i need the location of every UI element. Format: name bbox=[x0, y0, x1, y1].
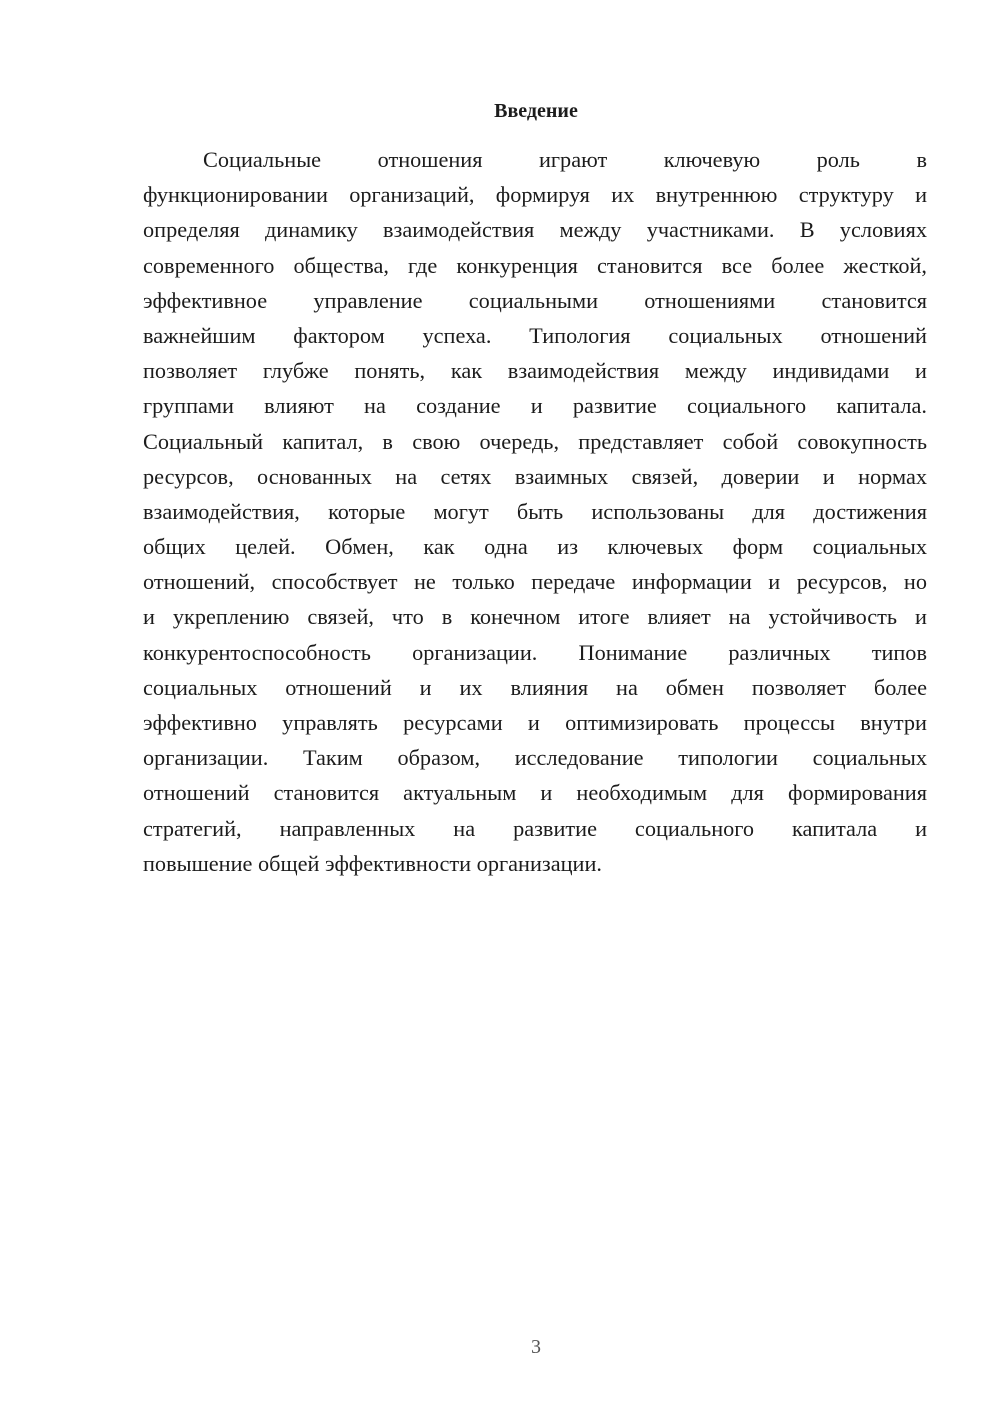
paragraph-line: Социальный капитал, в свою очередь, представляет собой совокупность bbox=[143, 428, 927, 454]
paragraph-line: конкурентоспособность организации. Понимание различных типов bbox=[143, 639, 927, 665]
paragraph-line: Социальные отношения играют ключевую роль в bbox=[203, 147, 927, 172]
paragraph-line: определяя динамику взаимодействия между участниками. В условиях bbox=[143, 217, 927, 243]
paragraph-line: ресурсов, основанных на сетях взаимных связей, доверии и нормах bbox=[143, 463, 927, 489]
paragraph-line: отношений, способствует не только передаче информации и ресурсов, но bbox=[143, 569, 927, 595]
paragraph-line: взаимодействия, которые могут быть использованы для достижения bbox=[143, 498, 927, 524]
paragraph-line: организации. Таким образом, исследование типологии социальных bbox=[143, 745, 927, 771]
paragraph-line: группами влияют на создание и развитие социального капитала. bbox=[143, 393, 927, 419]
paragraph-line: важнейшим фактором успеха. Типология социальных отношений bbox=[143, 322, 927, 348]
paragraph-line: современного общества, где конкуренция становится все более жесткой, bbox=[143, 252, 927, 278]
paragraph-line: функционировании организаций, формируя их внутреннюю структуру и bbox=[143, 182, 927, 208]
paragraph-line: социальных отношений и их влияния на обмен позволяет более bbox=[143, 674, 927, 700]
section-heading: Введение bbox=[494, 100, 578, 122]
paragraph-line: отношений становится актуальным и необходимым для формирования bbox=[143, 780, 927, 806]
paragraph-line: стратегий, направленных на развитие социального капитала и bbox=[143, 815, 927, 841]
paragraph-line: эффективно управлять ресурсами и оптимизировать процессы внутри bbox=[143, 710, 927, 735]
page-number: 3 bbox=[531, 1336, 541, 1358]
paragraph-line: общих целей. Обмен, как одна из ключевых форм социальных bbox=[143, 534, 927, 560]
paragraph-line: позволяет глубже понять, как взаимодействия между индивидами и bbox=[143, 358, 927, 384]
paragraph-line: эффективное управление социальными отношениями становится bbox=[143, 287, 927, 313]
paragraph-line: и укреплению связей, что в конечном итоге влияет на устойчивость и bbox=[143, 604, 927, 630]
body-paragraph bbox=[143, 142, 927, 881]
paragraph-line: повышение общей эффективности организации. bbox=[143, 850, 602, 876]
